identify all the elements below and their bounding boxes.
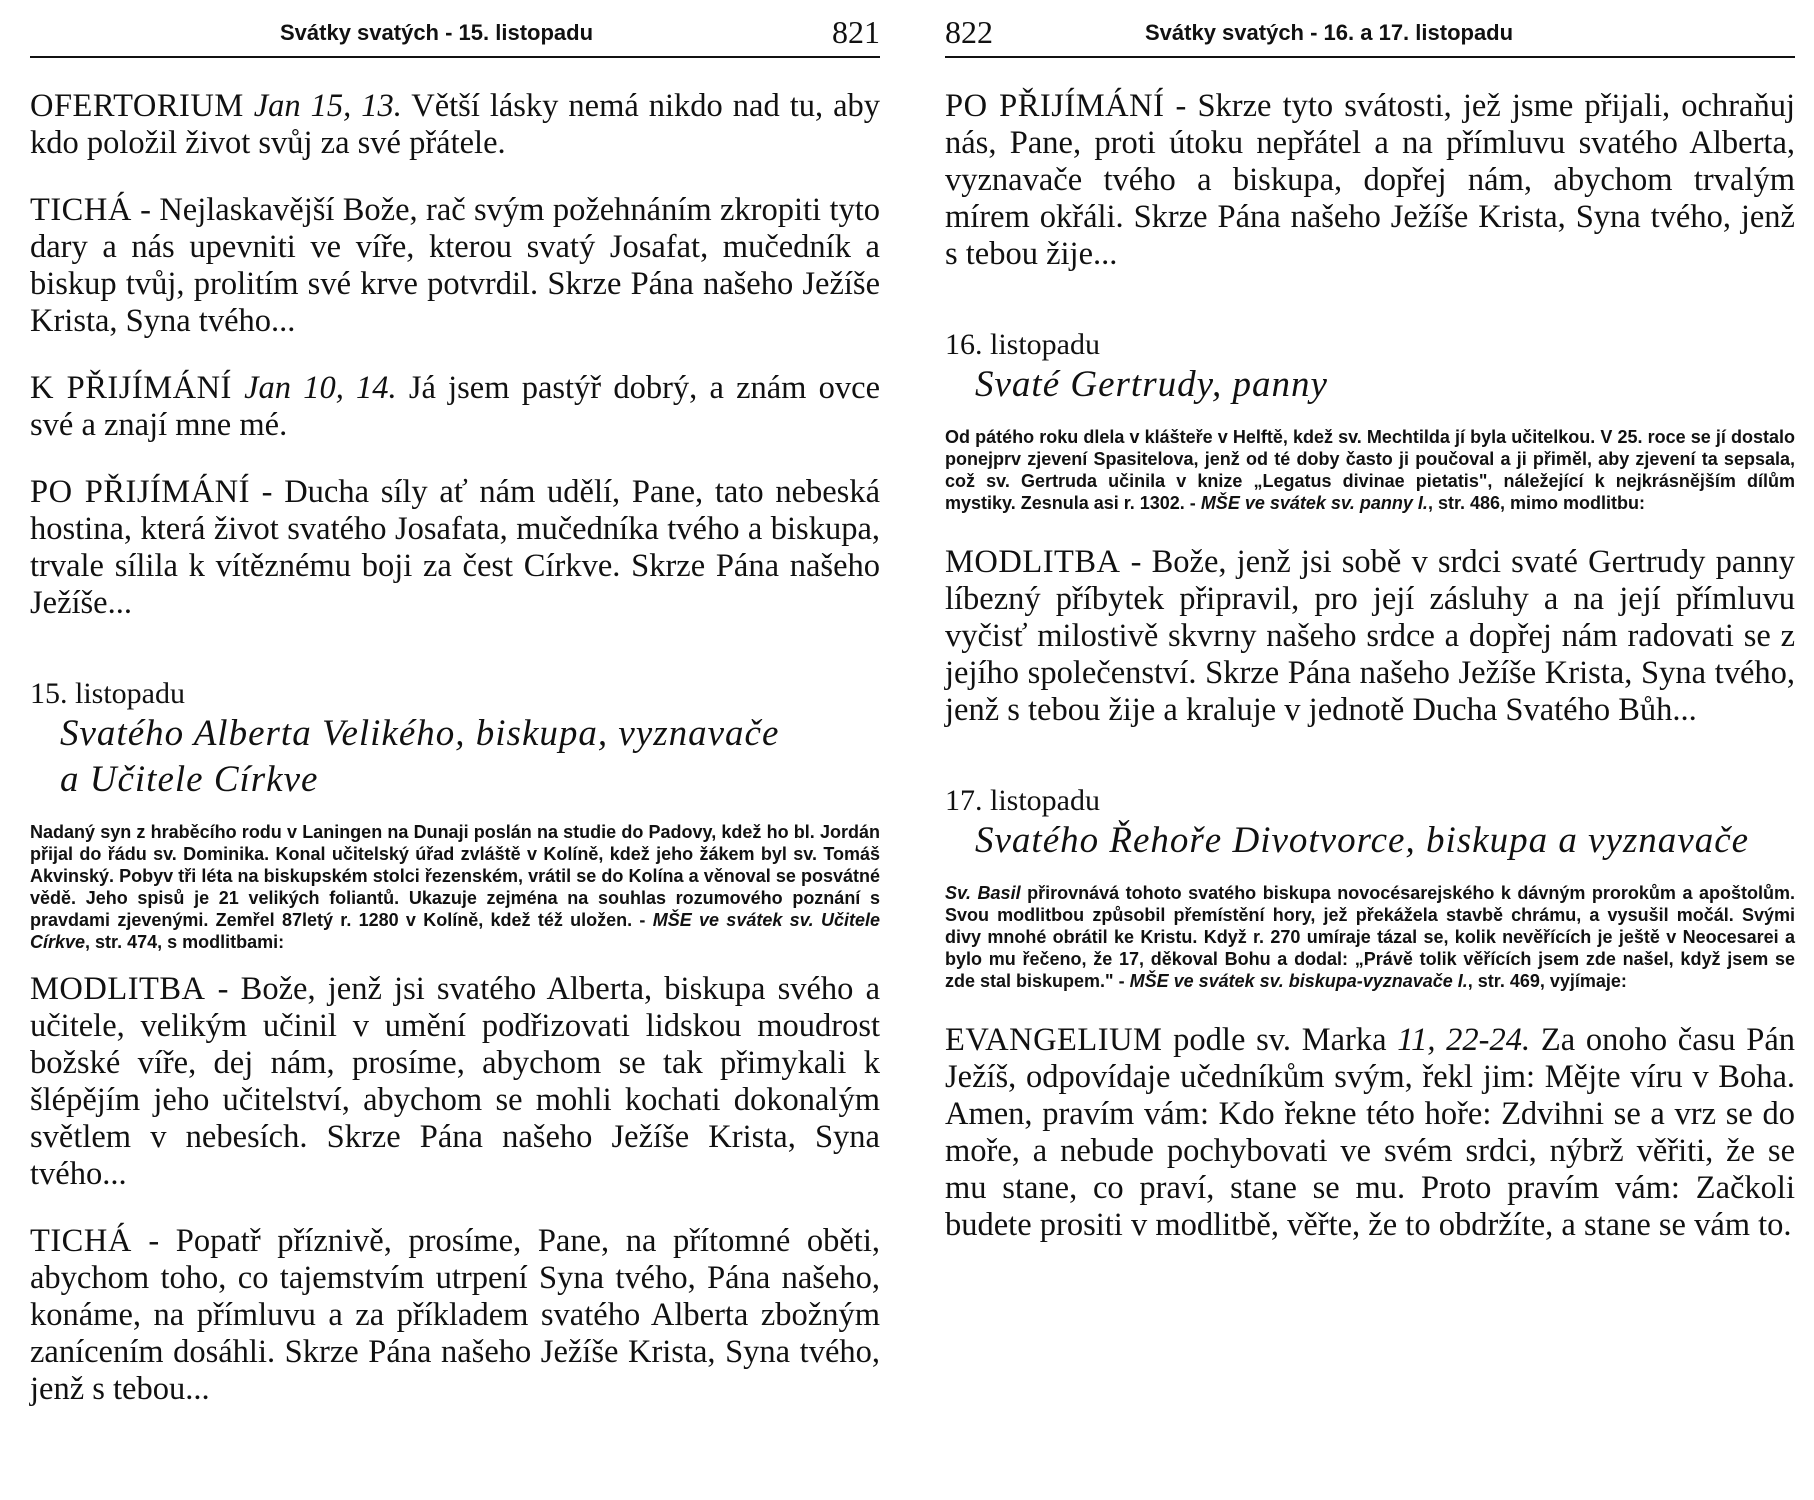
running-head: Svátky svatých - 16. a 17. listopadu [1145,20,1514,45]
section-label: K PŘIJÍMÁNÍ [30,370,232,406]
author-reference: Sv. Basil [945,883,1021,903]
section-label: TICHÁ [30,1223,132,1259]
section-text: Za onoho času Pán Ježíš, odpovídaje učedníkům svým, řekl jim: Mějte víru v Boha. Amen, pravím vám: Kdo řekne této hoře: Zdvihni se a vrz se do moře, a nebude pochybovati ve svém srdci, nýbrž věřiti, že se mu stane, co praví, stane se mu. Proto pravím vám: Začkoli budete prositi v modlitbě, věřte, že to obdržíte, a stane se vám to. [945,1022,1795,1243]
feast-title: Svatého Alberta Velikého, biskupa, vyznavače [60,713,780,754]
feast-title-continued: a Učitele Církve [60,759,319,800]
biography-end: , str. 469, vyjímaje: [1467,971,1627,991]
left-page [30,0,880,1500]
section-text: Větší lásky nemá nikdo nad tu, aby kdo položil život svůj za své přátele. [30,88,880,161]
mass-reference: MŠE ve svátek sv. panny I. [1200,493,1428,513]
evangelium-intro: podle sv. Marka [1162,1022,1398,1058]
mass-reference: MŠE ve svátek sv. Učitele Církve [30,910,880,952]
k-prijimani-paragraph [30,370,880,444]
feast-date: 15. listopadu [30,677,185,710]
section-text: - Nejlaskavější Bože, rač svým požehnáním zkropiti tyto dary a nás upevniti ve víře, kterou svatý Josafat, mučedník a biskup tvůj, prolitím své krve potvrdil. Skrze Pána našeho Ježíše Krista, Syna tvého... [30,192,880,339]
left-page-header [30,0,880,58]
running-head: Svátky svatých - 15. listopadu [280,20,594,45]
section-label: PO PŘIJÍMÁNÍ [945,88,1165,124]
scripture-reference: Jan 15, 13. [253,88,402,124]
po-prijimani-paragraph [30,474,880,622]
offertorium-paragraph [30,88,880,162]
saint-biography [945,426,1795,514]
section-text: - Skrze tyto svátosti, jež jsme přijali, ochraňuj nás, Pane, proti útoku nepřátel a na přímluvu svatého Alberta, vyznavače tvého a biskupa, dopřej nám, abychom trvalým mírem okřáli. Skrze Pána našeho Ježíše Krista, Syna tvého, jenž s tebou žije... [945,88,1795,272]
ticha-paragraph [30,192,880,340]
po-prijimani-paragraph [945,88,1795,273]
biography-end: , str. 474, s modlitbami: [85,932,285,952]
page-number: 821 [832,14,880,50]
page-number: 822 [945,14,993,50]
scripture-reference: 11, 22-24. [1397,1022,1531,1058]
section-label: MODLITBA [30,971,206,1007]
scripture-reference: Jan 10, 14. [244,370,397,406]
feast-title: Svatého Řehoře Divotvorce, biskupa a vyznavače [975,820,1750,861]
modlitba-paragraph [30,971,880,1193]
feast-date: 17. listopadu [945,784,1100,817]
right-page [945,0,1795,1500]
biography-text: Nadaný syn z hraběcího rodu v Laningen na Dunaji poslán na studie do Padovy, kdež ho bl. Jordán přijal do řádu sv. Dominika. Konal učitelský úřad zvláště v Kolíně, kdež jeho žákem byl sv. Tomáš Akvinský. Pobyv tři léta na biskupském stolci řezenském, vrátil se do Kolína a věnoval se posvátné vědě. Jeho spisů je 21 velikých foliantů. Ukazuje zejména na souhlas rozumového poznání s pravdami zjevenými. Zemřel 87letý r. 1280 v Kolíně, kdež též uložen. - [30,822,880,930]
section-text: - Bože, jenž jsi svatého Alberta, biskupa svého a učitele, velikým učinil v umění podřizovati lidskou moudrost božské víře, dej nám, prosíme, abychom se tak přimykali k šlépějím jeho učitelství, abychom se mohli kochati dokonalým světlem v nebesích. Skrze Pána našeho Ježíše Krista, Syna tvého... [30,971,880,1192]
section-label: EVANGELIUM [945,1022,1163,1058]
section-text: - Ducha síly ať nám udělí, Pane, tato nebeská hostina, která život svatého Josafata, mučedníka tvého a biskupa, trvale sílila k vítěznému boji za čest Církve. Skrze Pána našeho Ježíše... [30,474,880,621]
ticha-paragraph-alberta [30,1223,880,1408]
saint-biography [30,821,880,953]
feast-date: 16. listopadu [945,328,1100,361]
section-label: OFERTORIUM [30,88,244,124]
section-label: TICHÁ [30,192,132,228]
section-text: - Bože, jenž jsi sobě v srdci svaté Gertrudy panny líbezný příbytek připravil, pro její zásluhy a na její přímluvu vyčisť milostivě skvrny našeho srdce a dopřej nám radovati se z jejího společenství. Skrze Pána našeho Ježíše Krista, Syna tvého, jenž s tebou žije a kraluje v jednotě Ducha Svatého Bůh... [945,544,1795,728]
biography-text: přirovnává tohoto svatého biskupa novocésarejského k dávným prorokům a apoštolům. Svou modlitbou způsobil přemístění hory, jež překážela stavbě chrámu, a vysušil močál. Svými divy mnohé obrátil ke Kristu. Když r. 270 umíraje tázal se, kolik nevěřících je ještě v Neocesarei a bylo mu řečeno, že 17, děkoval Bohu a dodal: „Právě tolik věřících jsem zde našel, když jsem se zde stal biskupem." - [945,883,1795,991]
section-text: - Popatř příznivě, prosíme, Pane, na přítomné oběti, abychom toho, co tajemstvím utrpení Syna tvého, Pána našeho, konáme, na přímluvu a za příkladem svatého Alberta zbožným zanícením dosáhli. Skrze Pána našeho Ježíše Krista, Syna tvého, jenž s tebou... [30,1223,880,1407]
section-label: MODLITBA [945,544,1121,580]
section-text: Já jsem pastýř dobrý, a znám ovce své a znají mne mé. [30,370,881,443]
section-label: PO PŘIJÍMÁNÍ [30,474,250,510]
right-page-header [945,0,1795,58]
modlitba-paragraph [945,544,1795,729]
biography-end: , str. 486, mimo modlitbu: [1427,493,1645,513]
evangelium-paragraph [945,1022,1795,1244]
mass-reference: MŠE ve svátek sv. biskupa-vyznavače I. [1129,971,1468,991]
saint-biography [945,882,1795,992]
feast-title: Svaté Gertrudy, panny [975,364,1328,405]
biography-text: Od pátého roku dlela v klášteře v Helftě, kdež sv. Mechtilda jí byla učitelkou. V 25. roce se jí dostalo ponejprv zjevení Spasitelova, jenž od té doby často ji poučoval a ji přiměl, aby zjevení ta sepsala, což sv. Gertruda učinila v knize „Legatus divinae pietatis", náležející k nejkrásnějším dílům mystiky. Zesnula asi r. 1302. - [945,427,1795,513]
